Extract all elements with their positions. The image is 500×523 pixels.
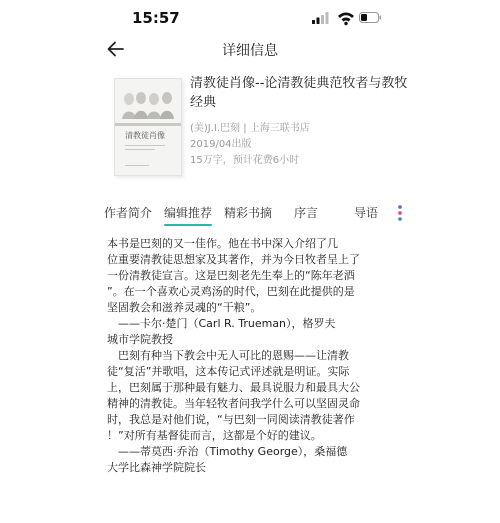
content-line: ——蒂莫西·乔治（Timothy George），桑福德 [107, 445, 348, 458]
cover-portraits-image [121, 87, 177, 119]
status-bar [0, 0, 500, 36]
content-line: 一份清教徒宣言。这是巴刻老先生奉上的“陈年老酒 [107, 269, 355, 282]
book-cover[interactable] [114, 78, 182, 176]
page-title: 详细信息 [222, 43, 278, 59]
tab-editor-recommendation[interactable]: 编辑推荐 [164, 206, 213, 220]
book-words-time: 15万字，预计花费6小时 [190, 155, 300, 166]
book-title [190, 74, 430, 112]
status-time: 15:57 [132, 9, 180, 27]
active-tab-indicator [164, 224, 212, 226]
cover-band [115, 123, 182, 126]
battery-icon [360, 13, 382, 23]
content-line: ——卡尔·楚门（Carl R. Trueman），格罗夫 [107, 317, 336, 330]
content-line: 徒“复活”并歌唱，这本传记式评述就是明证。实际 [107, 365, 350, 378]
content-line: 上，巴刻属于那种最有魅力、最具说服力和最具大公 [107, 381, 360, 394]
content-line: ！”对所有基督徒而言，这都是个好的建议。 [107, 429, 322, 442]
tab-author-intro[interactable]: 作者简介 [104, 206, 153, 220]
content-line: 坚固教会和滋养灵魂的“干粮”。 [107, 301, 262, 314]
editor-recommendation-text [107, 236, 399, 476]
book-title-line: 经典 [190, 95, 217, 110]
cover-line [125, 165, 149, 166]
content-line: 巴刻有种当下教会中无人可比的恩赐——让清教 [107, 349, 349, 362]
book-info [110, 72, 430, 182]
book-pub-date: 2019/04出版 [190, 139, 252, 150]
content-line: 位重要清教徒思想家及其著作，并为今日牧者呈上了 [107, 253, 360, 266]
content-line: ”。在一个喜欢心灵鸡汤的时代，巴刻在此提供的是 [107, 285, 355, 298]
nav-bar [0, 36, 500, 64]
cover-line [125, 145, 165, 146]
content-line: 精神的清教徒。当年轻牧者问我学什么可以坚固灵命 [107, 397, 360, 410]
content-line: 本书是巴刻的又一佳作。他在书中深入介绍了几 [107, 237, 338, 250]
wifi-icon [338, 13, 354, 26]
content-line: 时，我总是对他们说，“与巴刻一同阅读清教徒著作 [107, 413, 355, 426]
book-author-publisher: (美)J.I.巴刻 | 上海三联书店 [190, 123, 310, 134]
content-line: 大学比森神学院院长 [107, 461, 206, 474]
signal-icon [312, 12, 329, 24]
cover-title: 清教徒肖像 [125, 131, 165, 140]
content-line: 城市学院教授 [107, 333, 173, 346]
status-icons [312, 10, 382, 26]
cover-line [125, 149, 155, 150]
tab-introduction[interactable]: 导语 [354, 206, 379, 220]
tab-bar [0, 200, 500, 230]
tab-excerpts[interactable]: 精彩书摘 [224, 206, 273, 220]
book-title-line: 清教徒肖像--论清教徒典范牧者与教牧 [190, 76, 408, 91]
tab-preface[interactable]: 序言 [294, 206, 319, 220]
more-dots-icon[interactable] [394, 200, 406, 226]
